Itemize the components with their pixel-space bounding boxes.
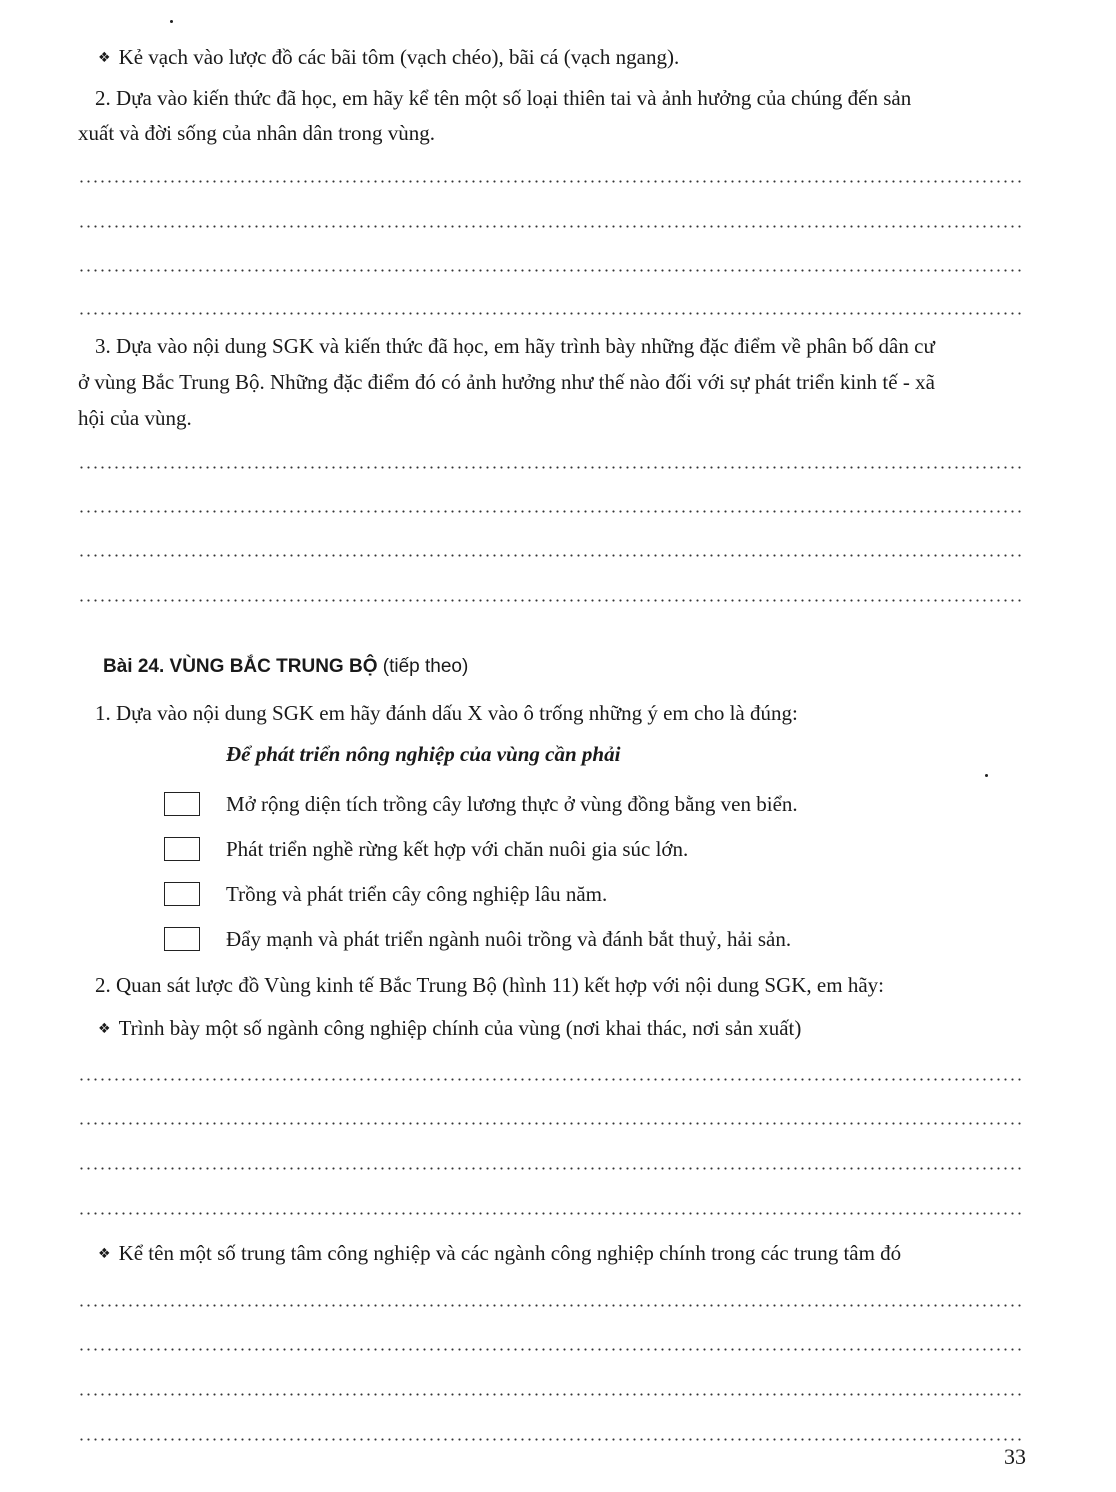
question-3-line-2: ở vùng Bắc Trung Bộ. Những đặc điểm đó có ảnh hưởng như thế nào đối với sự phát triển kinh tế - xã	[78, 370, 935, 394]
page-number: 33	[1004, 1444, 1026, 1469]
centers-bullet-text: Kể tên một số trung tâm công nghiệp và các ngành công nghiệp chính trong các trung tâm đó	[118, 1241, 902, 1265]
answer-line[interactable]	[78, 1438, 1023, 1441]
option-checkbox[interactable]	[164, 927, 200, 951]
question-1-subheading: Để phát triển nông nghiệp của vùng cần phải	[226, 742, 621, 766]
option-row	[164, 835, 964, 865]
stray-mark	[170, 20, 173, 23]
option-text: Đẩy mạnh và phát triển ngành nuôi trồng và đánh bắt thuỷ, hải sản.	[226, 927, 792, 951]
answer-line[interactable]	[78, 554, 1023, 557]
lesson-title: Bài 24. VÙNG BẮC TRUNG BỘ	[103, 656, 378, 677]
answer-line[interactable]	[78, 269, 1023, 272]
option-row	[164, 880, 964, 910]
option-checkbox[interactable]	[164, 882, 200, 906]
lesson-question-2: 2. Quan sát lược đồ Vùng kinh tế Bắc Trung Bộ (hình 11) kết hợp với nội dung SGK, em hãy:	[95, 973, 884, 997]
answer-line[interactable]	[78, 1078, 1023, 1081]
option-text: Mở rộng diện tích trồng cây lương thực ở vùng đồng bằng ven biển.	[226, 792, 798, 816]
lesson-heading	[103, 655, 468, 679]
map-bullet-text: Kẻ vạch vào lược đồ các bãi tôm (vạch chéo), bãi cá (vạch ngang).	[118, 45, 680, 69]
stray-mark	[985, 774, 988, 777]
option-checkbox[interactable]	[164, 837, 200, 861]
question-2-line-1: 2. Dựa vào kiến thức đã học, em hãy kể tên một số loại thiên tai và ảnh hưởng của chúng đến sản	[95, 86, 912, 110]
answer-line[interactable]	[78, 1212, 1023, 1215]
map-bullet-line	[98, 44, 1048, 71]
question-3-line-3: hội của vùng.	[78, 406, 192, 430]
answer-line[interactable]	[78, 312, 1023, 315]
option-checkbox[interactable]	[164, 792, 200, 816]
question-2-line-2: xuất và đời sống của nhân dân trong vùng.	[78, 121, 435, 145]
answer-line[interactable]	[78, 1304, 1023, 1307]
question-3-line-1: 3. Dựa vào nội dung SGK và kiến thức đã học, em hãy trình bày những đặc điểm về phân bố dân cư	[95, 334, 935, 358]
answer-line[interactable]	[78, 225, 1023, 228]
answer-line[interactable]	[78, 1122, 1023, 1125]
bullet-icon: ❖	[98, 50, 111, 66]
option-row	[164, 925, 964, 955]
option-text: Phát triển nghề rừng kết hợp với chăn nuôi gia súc lớn.	[226, 837, 689, 861]
industry-bullet-text: Trình bày một số ngành công nghiệp chính của vùng (nơi khai thác, nơi sản xuất)	[118, 1016, 802, 1040]
answer-line[interactable]	[78, 1167, 1023, 1170]
industry-bullet-line	[98, 1015, 1048, 1042]
centers-bullet-line	[98, 1240, 1048, 1267]
answer-line[interactable]	[78, 1348, 1023, 1351]
option-text: Trồng và phát triển cây công nghiệp lâu năm.	[226, 882, 608, 906]
answer-line[interactable]	[78, 466, 1023, 469]
lesson-title-suffix: (tiếp theo)	[382, 656, 469, 677]
bullet-icon: ❖	[98, 1246, 111, 1262]
bullet-icon: ❖	[98, 1021, 111, 1037]
lesson-question-1: 1. Dựa vào nội dung SGK em hãy đánh dấu X vào ô trống những ý em cho là đúng:	[95, 701, 798, 725]
answer-line[interactable]	[78, 599, 1023, 602]
answer-line[interactable]	[78, 180, 1023, 183]
answer-line[interactable]	[78, 1393, 1023, 1396]
option-row	[164, 790, 964, 820]
answer-line[interactable]	[78, 510, 1023, 513]
